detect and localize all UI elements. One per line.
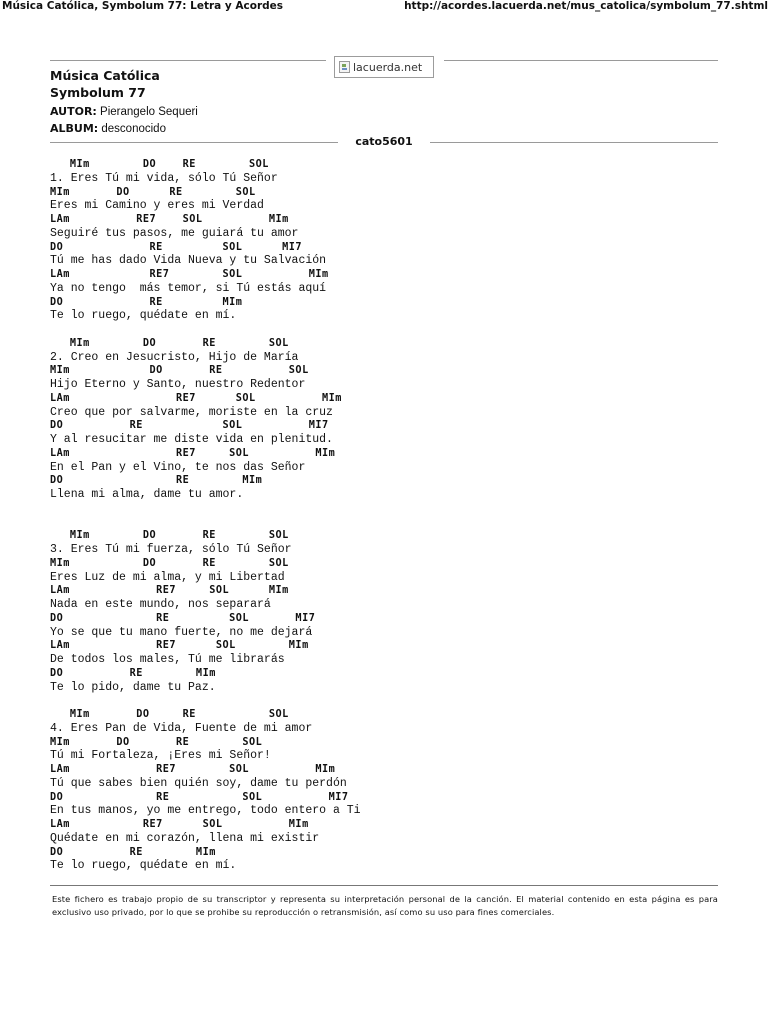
blank-line <box>50 323 361 337</box>
lyric-line: Seguiré tus pasos, me guiará tu amor <box>50 226 299 240</box>
lyric-line: Tú que sabes bien quién soy, dame tu perdón <box>50 776 347 790</box>
chord-line: DO RE SOL MI7 <box>50 241 303 253</box>
lyric-line: 3. Eres Tú mi fuerza, sólo Tú Señor <box>50 543 292 556</box>
chord-line: LAm RE7 SOL MIm <box>50 269 329 280</box>
chord-line: LAm RE7 SOL MIm <box>50 764 336 775</box>
lyric-line: Te lo pido, dame tu Paz. <box>50 680 216 694</box>
lacuerda-logo[interactable] <box>334 56 434 78</box>
mid-rule-left <box>50 142 338 143</box>
chord-line: LAm RE7 SOL MIm <box>50 819 309 830</box>
copyright-disclaimer: Este fichero es trabajo propio de su transcriptor y representa su interpretación personal de la canción. El material contenido en esta página es para exclusivo uso privado, por lo que se prohibe su reproducción o retransmisión, así como su uso para fines comerciales. <box>52 894 718 917</box>
lyric-line: Ya no tengo más temor, si Tú estás aquí <box>50 281 327 295</box>
lyric-line: Y al resucitar me diste vida en plenitud. <box>50 433 333 446</box>
chord-line: DO RE MIm <box>50 846 216 858</box>
print-page-url: http://acordes.lacuerda.net/mus_catolica/symbolum_77.shtml <box>404 0 768 12</box>
lyric-line: Te lo ruego, quédate en mí. <box>50 309 237 323</box>
chord-line: DO RE SOL MI7 <box>50 791 349 803</box>
lyric-line: Creo que por salvarme, moriste en la cruz <box>50 405 333 419</box>
lyric-line: 4. Eres Pan de Vida, Fuente de mi amor <box>50 721 313 735</box>
logo-text: lacuerda.net <box>353 60 423 74</box>
lyric-line: Quédate en mi corazón, llena mi existir <box>50 831 320 845</box>
author-value: Pierangelo Sequeri <box>100 106 198 118</box>
top-rule-left <box>50 60 326 61</box>
song-title: Symbolum 77 <box>50 85 146 100</box>
author-label: AUTOR: <box>50 105 97 118</box>
lyric-line: En tus manos, yo me entrego, todo entero a Ti <box>50 804 361 818</box>
lyric-line: Te lo ruego, quédate en mí. <box>50 859 237 873</box>
blank-line <box>50 516 361 530</box>
chord-line: LAm RE7 SOL MIm <box>50 585 289 597</box>
chord-line: DO RE SOL MI7 <box>50 612 316 624</box>
lyric-line: Eres Luz de mi alma, y mi Libertad <box>50 570 285 584</box>
lyric-line: Hijo Eterno y Santo, nuestro Redentor <box>50 378 306 391</box>
chord-line: MIm DO RE SOL <box>50 186 256 198</box>
top-rule-right <box>444 60 718 61</box>
chord-line: MIm DO RE SOL <box>50 557 289 569</box>
lyric-line: Llena mi alma, dame tu amor. <box>50 488 244 501</box>
print-page-title: Música Católica, Symbolum 77: Letra y Acordes <box>2 0 284 12</box>
lyric-line: Eres mi Camino y eres mi Verdad <box>50 199 264 213</box>
chord-line: MIm DO RE SOL <box>50 530 289 542</box>
chord-line: LAm RE7 SOL MIm <box>50 392 342 404</box>
chord-line: LAm RE7 SOL MIm <box>50 640 309 652</box>
chord-line: MIm DO RE SOL <box>50 709 289 720</box>
lyric-line: Tú mi Fortaleza, ¡Eres mi Señor! <box>50 749 271 763</box>
lyric-line: Tú me has dado Vida Nueva y tu Salvación <box>50 254 327 268</box>
lyric-line: Nada en este mundo, nos separará <box>50 598 271 611</box>
transcriber-name: cato5601 <box>355 135 413 148</box>
lyric-line: De todos los males, Tú me librarás <box>50 653 285 666</box>
lyric-line: 2. Creo en Jesucristo, Hijo de María <box>50 350 299 364</box>
broken-image-icon <box>339 61 350 73</box>
chord-line: MIm DO RE SOL <box>50 159 269 170</box>
footer-rule <box>50 885 718 886</box>
print-header <box>0 0 768 14</box>
chord-line: LAm RE7 SOL MIm <box>50 447 336 459</box>
lyric-line: 1. Eres Tú mi vida, sólo Tú Señor <box>50 171 278 185</box>
chord-line: DO RE MIm <box>50 475 263 487</box>
chord-line: DO RE MIm <box>50 296 243 308</box>
blank-line <box>50 694 361 708</box>
chord-line: MIm DO RE SOL <box>50 736 263 748</box>
song-lyrics-and-chords <box>50 158 361 873</box>
album-label: ALBUM: <box>50 122 99 135</box>
album-value: desconocido <box>101 123 166 135</box>
chord-line: DO RE MIm <box>50 667 216 679</box>
chord-line: DO RE SOL MI7 <box>50 420 329 432</box>
lyric-line: En el Pan y el Vino, te nos das Señor <box>50 460 306 474</box>
album-row <box>50 121 198 137</box>
song-metadata <box>50 67 198 137</box>
chord-line: MIm DO RE SOL <box>50 337 289 349</box>
author-row <box>50 104 198 120</box>
mid-rule-right <box>430 142 718 143</box>
genre-title: Música Católica <box>50 68 160 83</box>
blank-line <box>50 502 361 516</box>
chord-line: MIm DO RE SOL <box>50 365 309 377</box>
chord-line: LAm RE7 SOL MIm <box>50 214 289 225</box>
lyric-line: Yo se que tu mano fuerte, no me dejará <box>50 625 313 639</box>
